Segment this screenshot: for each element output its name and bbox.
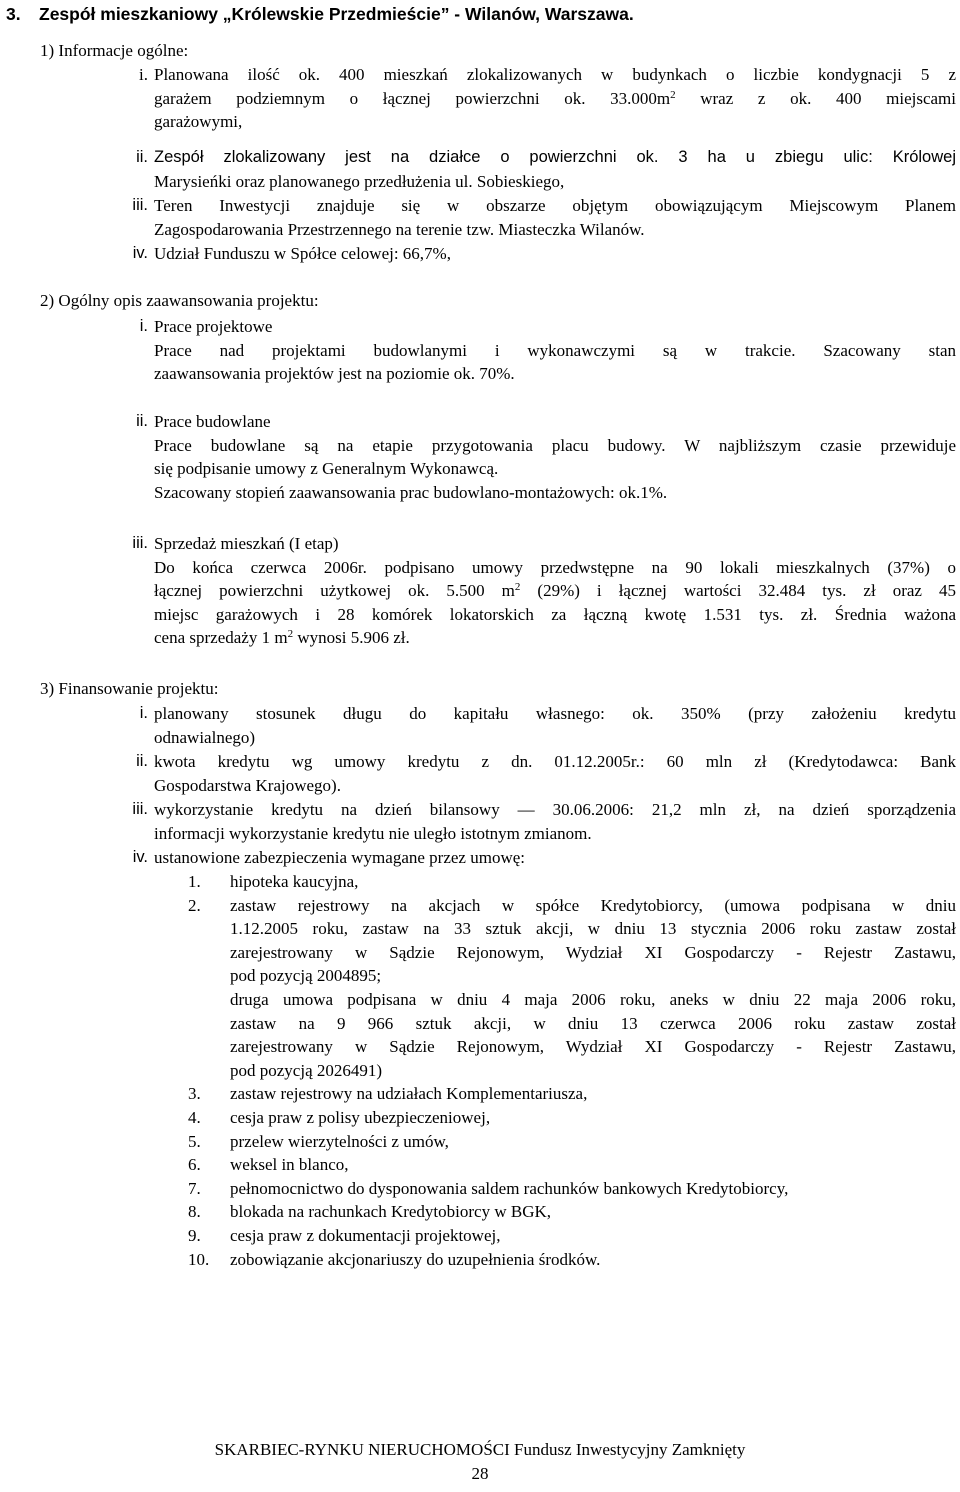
s1-i-line2a: garażem podziemnym o łącznej powierzchni ok. 33.000m xyxy=(154,88,671,108)
security-item-number: 1. xyxy=(188,872,201,891)
s3-ii-line1: kwota kredytu wg umowy kredytu z dn. 01.12.2005r.: 60 mln zł (Kredytodawca: Bank xyxy=(154,752,956,771)
s2-iii-line4b: wynosi 5.906 zł. xyxy=(293,628,410,648)
security-item-text xyxy=(230,1130,956,1154)
s1-i-line1: Planowana ilość ok. 400 mieszkań zlokalizowanych w budynkach o liczbie kondygnacji 5 z xyxy=(154,65,956,84)
security-item-line: zastaw na 9 966 sztuk akcji, w dniu 13 czerwca 2006 roku zastaw został xyxy=(230,1013,956,1033)
security-item-line: zastaw rejestrowy na akcjach w spółce Kredytobiorcy, (umowa podpisana w dniu xyxy=(230,895,956,915)
security-item-number: 7. xyxy=(188,1178,201,1198)
footer-text: SKARBIEC-RYNKU NIERUCHOMOŚCI Fundusz Inwestycyjny Zamknięty xyxy=(214,1440,746,1459)
s2-ii-line2: się podpisanie umowy z Generalnym Wykonawcą. xyxy=(154,459,499,479)
s1-ii-line1: Zespół zlokalizowany jest na działce o powierzchni ok. 3 ha u zbiegu ulic: Królowej xyxy=(154,148,956,166)
s2-iii-text xyxy=(154,532,956,650)
s3-ii-mark: ii. xyxy=(136,752,148,770)
s2-i-line1: Prace nad projektami budowlanymi i wykonawczymi są w trakcie. Szacowany stan xyxy=(154,340,956,360)
s2-i-mark: i. xyxy=(139,317,148,335)
s1-ii-text xyxy=(154,146,956,193)
security-item-number: 8. xyxy=(188,1202,201,1222)
s1-ii-line2: Marysieńki oraz planowanego przedłużenia ul. Sobieskiego, xyxy=(154,171,565,191)
s2-ii-mark: ii. xyxy=(136,412,148,430)
page-number: 28 xyxy=(471,1464,489,1483)
s3-iv-text xyxy=(154,846,956,870)
s1-i-line3: garażowymi, xyxy=(154,112,243,132)
s2-i-title: Prace projektowe xyxy=(154,317,273,336)
security-item-text xyxy=(230,1153,956,1177)
s2-iii-line4 xyxy=(154,626,956,650)
s1-ii-mark: ii. xyxy=(136,148,148,166)
section-title-text: Zespół mieszkaniowy „Królewskie Przedmieście” - Wilanów, Warszawa. xyxy=(39,4,634,24)
s3-i-mark: i. xyxy=(139,704,148,722)
security-item-number: 2. xyxy=(188,895,201,915)
s2-iii-sup2: 2 xyxy=(287,628,294,641)
security-item-line: cesja praw z dokumentacji projektowej, xyxy=(230,1226,501,1245)
s1-i-mark: i. xyxy=(139,65,148,84)
s3-i-line2: odnawialnego) xyxy=(154,727,256,747)
security-item-number: 9. xyxy=(188,1226,201,1245)
section-title xyxy=(6,4,634,25)
security-item-line: pod pozycją 2004895; xyxy=(230,966,382,986)
security-item-line: blokada na rachunkach Kredytobiorcy w BGK, xyxy=(230,1202,552,1222)
s2-i-text xyxy=(154,315,956,386)
security-item-line: hipoteka kaucyjna, xyxy=(230,872,359,891)
s3-iii-text xyxy=(154,798,956,845)
s2-iii-title: Sprzedaż mieszkań (I etap) xyxy=(154,534,339,553)
s1-iv-mark: iv. xyxy=(132,244,148,262)
s1-iii-line2: Zagospodarowania Przestrzennego na terenie tzw. Miasteczka Wilanów. xyxy=(154,219,645,239)
s1-iii-text xyxy=(154,194,956,241)
s2-iii-line3: miejsc garażowych i 28 komórek lokatorskich za łączną kwotę 1.531 tys. zł. Średnia ważona xyxy=(154,604,956,624)
s2-ii-line3: Szacowany stopień zaawansowania prac budowlano-montażowych: ok.1%. xyxy=(154,482,668,502)
s3-i-text xyxy=(154,702,956,749)
security-item-line: zastaw rejestrowy na udziałach Komplementariusza, xyxy=(230,1084,588,1104)
security-item-number: 3. xyxy=(188,1084,201,1104)
s3-heading: 3) Finansowanie projektu: xyxy=(40,679,219,698)
s2-iii-line2b: (29%) i łącznej wartości 32.484 tys. zł oraz 45 xyxy=(520,581,956,601)
security-item-text xyxy=(230,1177,956,1201)
security-item-number: 5. xyxy=(188,1131,201,1151)
security-item-line: przelew wierzytelności z umów, xyxy=(230,1131,449,1151)
s1-iv-line1: Udział Funduszu w Spółce celowej: 66,7%, xyxy=(154,244,451,263)
s1-iv-text xyxy=(154,242,956,266)
s2-iii-line2 xyxy=(154,579,956,603)
security-item-line: pod pozycją 2026491) xyxy=(230,1060,383,1080)
s2-iii-line2a: łącznej powierzchni użytkowej ok. 5.500 m xyxy=(154,581,515,601)
security-item-line: zobowiązanie akcjonariuszy do uzupełnienia środków. xyxy=(230,1249,601,1269)
security-item-line: cesja praw z polisy ubezpieczeniowej, xyxy=(230,1108,491,1127)
security-item-line: zarejestrowany w Sądzie Rejonowym, Wydział XI Gospodarczy - Rejestr Zastawu, xyxy=(230,942,956,962)
security-item-text xyxy=(230,1248,956,1272)
s3-ii-text xyxy=(154,750,956,797)
security-item-number: 4. xyxy=(188,1108,201,1127)
security-item-line: weksel in blanco, xyxy=(230,1155,349,1175)
security-item-text xyxy=(230,894,956,1083)
s1-i-line2b: wraz z ok. 400 miejscami xyxy=(675,88,956,108)
security-item-text xyxy=(230,870,956,894)
security-item-text xyxy=(230,1200,956,1224)
section-number: 3. xyxy=(6,4,21,24)
security-item-line: druga umowa podpisana w dniu 4 maja 2006 roku, aneks w dniu 22 maja 2006 roku, xyxy=(230,989,956,1009)
s3-i-line1: planowany stosunek długu do kapitału własnego: ok. 350% (przy założeniu kredytu xyxy=(154,704,956,723)
s2-iii-line1: Do końca czerwca 2006r. podpisano umowy przedwstępne na 90 lokali mieszkalnych (37%) o xyxy=(154,557,956,577)
s1-i-line2 xyxy=(154,87,956,111)
s3-iii-line2: informacji wykorzystanie kredytu nie uległo istotnym zmianom. xyxy=(154,823,592,843)
security-item-line: pełnomocnictwo do dysponowania saldem rachunków bankowych Kredytobiorcy, xyxy=(230,1178,789,1198)
security-item-number: 10. xyxy=(188,1249,210,1269)
s1-iii-mark: iii. xyxy=(132,196,148,214)
s1-heading: 1) Informacje ogólne: xyxy=(40,41,189,60)
security-item-line: 1.12.2005 roku, zastaw na 33 sztuk akcji, w dniu 13 stycznia 2006 roku zastaw został xyxy=(230,919,956,939)
security-item-line: zarejestrowany w Sądzie Rejonowym, Wydział XI Gospodarczy - Rejestr Zastawu, xyxy=(230,1037,956,1057)
s1-i-sup: 2 xyxy=(670,88,676,101)
s3-iii-line1: wykorzystanie kredytu na dzień bilansowy — 30.06.2006: 21,2 mln zł, na dzień sporządzenia xyxy=(154,800,956,819)
s3-iv-mark: iv. xyxy=(132,848,148,866)
s1-i-text xyxy=(154,63,956,134)
security-item-number: 6. xyxy=(188,1155,201,1175)
security-item-text xyxy=(230,1224,956,1248)
security-item-text xyxy=(230,1106,956,1130)
security-item-text xyxy=(230,1082,956,1106)
s2-ii-title: Prace budowlane xyxy=(154,412,271,431)
s1-iii-line1: Teren Inwestycji znajduje się w obszarze objętym obowiązującym Miejscowym Planem xyxy=(154,196,956,215)
s3-iv-line1: ustanowione zabezpieczenia wymagane przez umowę: xyxy=(154,848,525,867)
s2-ii-line1: Prace budowlane są na etapie przygotowania placu budowy. W najbliższym czasie przewiduje xyxy=(154,435,956,455)
s2-iii-mark: iii. xyxy=(132,534,148,552)
s2-i-line2: zaawansowania projektów jest na poziomie ok. 70%. xyxy=(154,364,515,384)
s2-ii-text xyxy=(154,410,956,504)
s3-iii-mark: iii. xyxy=(132,800,148,818)
s3-ii-line2: Gospodarstwa Krajowego). xyxy=(154,775,341,795)
s2-iii-line4a: cena sprzedaży 1 m xyxy=(154,628,288,648)
s2-iii-sup1: 2 xyxy=(514,581,521,594)
s2-heading: 2) Ogólny opis zaawansowania projektu: xyxy=(40,291,319,310)
